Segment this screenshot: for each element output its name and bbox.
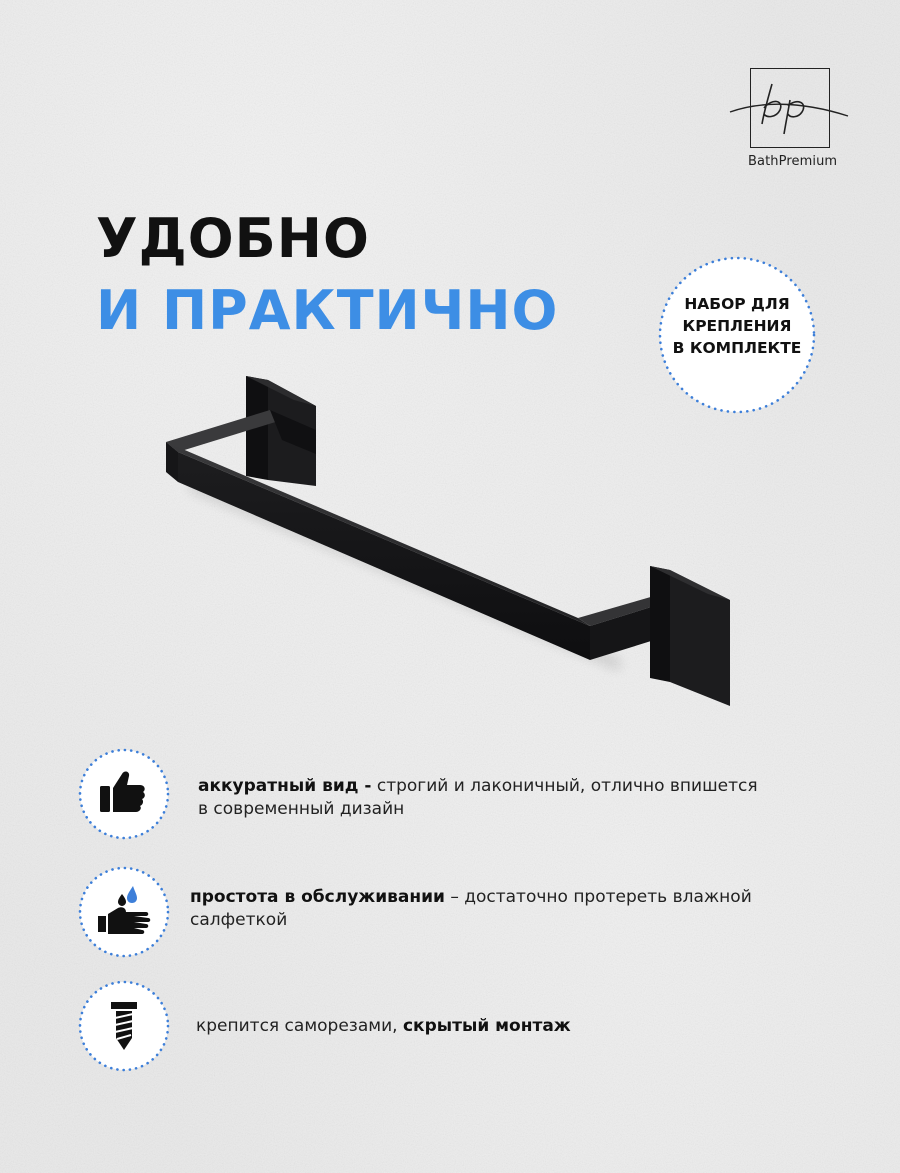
feature-2-bold: простота в обслуживании xyxy=(190,887,445,907)
feature-icon-2 xyxy=(78,866,170,958)
badge-line-3: В КОМПЛЕКТЕ xyxy=(672,339,802,357)
feature-2-text-line-2: салфеткой xyxy=(190,910,288,930)
feature-1-text-line-2: в современный дизайн xyxy=(198,799,405,819)
feature-1-bold: аккуратный вид - xyxy=(198,776,372,796)
feature-2-text: – достаточно протереть влажной xyxy=(444,887,752,907)
feature-icon-3 xyxy=(78,980,170,1072)
feature-text-3 xyxy=(196,1015,796,1038)
badge-line-1: НАБОР ДЛЯ xyxy=(684,295,790,313)
brand-name: BathPremium xyxy=(748,154,838,169)
logo-monogram xyxy=(728,78,850,138)
feature-3-text: крепится саморезами, xyxy=(196,1016,403,1036)
headline-line-1: УДОБНО xyxy=(96,207,370,270)
badge-line-2: КРЕПЛЕНИЯ xyxy=(682,317,792,335)
brand-logo xyxy=(728,66,850,176)
badge-text xyxy=(658,293,816,359)
feature-text-1 xyxy=(198,775,798,821)
feature-3-bold: скрытый монтаж xyxy=(402,1016,571,1036)
towel-bar-image xyxy=(150,370,750,720)
headline-line-2: И ПРАКТИЧНО xyxy=(96,279,559,342)
feature-text-2 xyxy=(190,886,810,932)
feature-1-text: строгий и лаконичный, отлично впишется xyxy=(371,776,758,796)
screw-icon xyxy=(78,980,170,1072)
thumbs-up-icon xyxy=(78,748,170,840)
feature-icon-1 xyxy=(78,748,170,840)
wash-hand-icon xyxy=(78,866,170,958)
